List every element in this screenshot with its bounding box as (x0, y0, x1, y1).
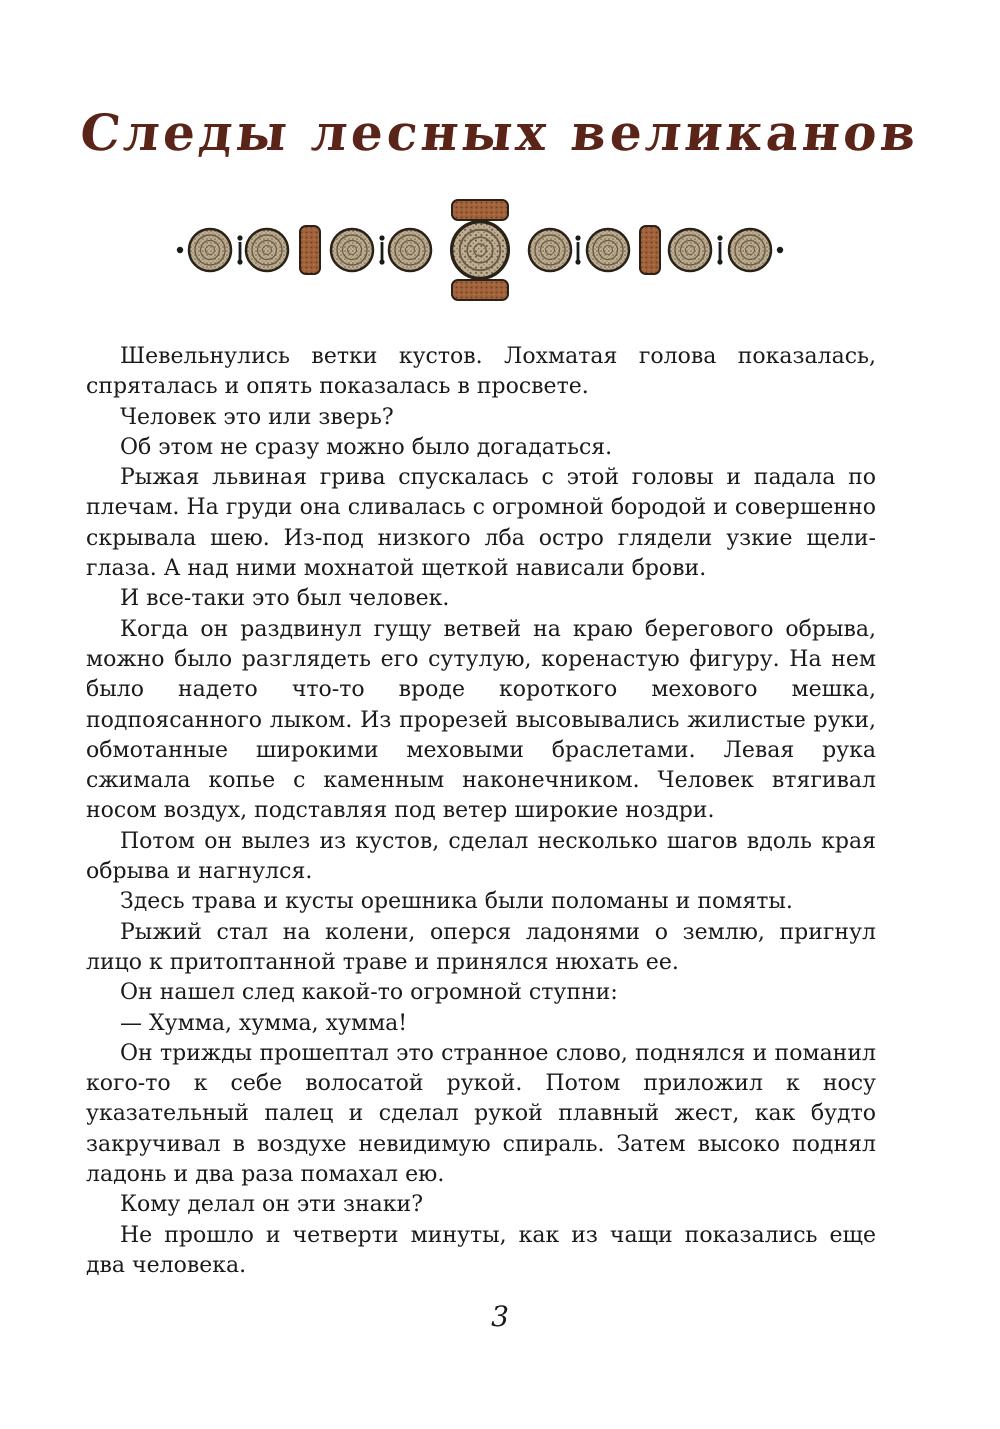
ornament-disk (587, 229, 629, 271)
stone-disk-ornament-icon (160, 196, 840, 306)
ornament-disk (669, 229, 711, 271)
paragraph: Потом он вылез из кустов, сделал несколько шагов вдоль края обрыва и нагнулся. (86, 828, 876, 885)
ornament-center-disk (452, 222, 509, 279)
ornament-separator (379, 235, 384, 264)
ornament-top-bar (452, 200, 508, 220)
ornament-disk (729, 229, 771, 271)
ornament-bar (640, 226, 660, 274)
paragraph: Он трижды прошептал это странное слово, поднялся и поманил кого-то к себе волосатой рукой. Потом приложил к носу указательный палец и сделал рукой плавный жест, как будто закручивал в воздухе невидимую спираль. Затем высоко поднял ладонь и два раза помахал ею. (86, 1040, 876, 1188)
paragraph: Человек это или зверь? (120, 404, 394, 430)
ornament-end-dot-right (777, 247, 783, 253)
ornament-disk (389, 229, 431, 271)
ornament-disk (189, 229, 231, 271)
ornament-bar (300, 226, 320, 274)
paragraph: Рыжий стал на колени, оперся ладонями о землю, пригнул лицо к притоптанной траве и принялся нюхать ее. (86, 919, 876, 975)
ornament-separator (575, 235, 580, 264)
paragraph: Рыжая львиная грива спускалась с этой головы и падала по плечам. На груди она сливалась с огромной бородой и совершенно скрывала шею. Из-под низкого лба остро глядели узкие щели-глаза. А над ними мохнатой щеткой нависали брови. (86, 465, 876, 582)
paragraph: Здесь трава и кусты орешника были поломаны и помяты. (120, 889, 793, 915)
chapter-text (86, 342, 876, 1281)
ornament-end-dot-left (177, 247, 183, 253)
ornament-disk (331, 229, 373, 271)
ornament-disk (529, 229, 571, 271)
chapter-title: Следы лесных великанов (77, 103, 923, 162)
paragraph: Кому делал он эти знаки? (120, 1192, 423, 1218)
paragraph: Не прошло и четверти минуты, как из чащи показались еще два человека. (86, 1222, 876, 1278)
ornament-bottom-bar (452, 280, 508, 300)
paragraph: Он нашел след какой-то огромной ступни: (120, 980, 618, 1006)
paragraph: Шевельнулись ветки кустов. Лохматая голова показалась, спряталась и опять показалась в просвете. (86, 344, 876, 400)
ornament-disk (246, 229, 288, 271)
ornament-separator (717, 235, 722, 264)
paragraph: И все-таки это был человек. (120, 586, 450, 612)
paragraph: — Хумма, хумма, хумма! (120, 1010, 408, 1036)
ornament-separator (237, 235, 242, 264)
page-number: 3 (491, 1300, 509, 1333)
paragraph: Когда он раздвинул гущу ветвей на краю берегового обрыва, можно было разглядеть его сутулую, коренастую фигуру. На нем было надето что-то вроде короткого мехового мешка, подпоясанного лыком. Из прорезей высовывались жилистые руки, обмотанные широкими меховыми браслетами. Левая рука сжимала копье с каменным наконечником. Человек втягивал носом воздух, подставляя под ветер широкие ноздри. (86, 616, 876, 824)
paragraph: Об этом не сразу можно было догадаться. (120, 434, 613, 460)
